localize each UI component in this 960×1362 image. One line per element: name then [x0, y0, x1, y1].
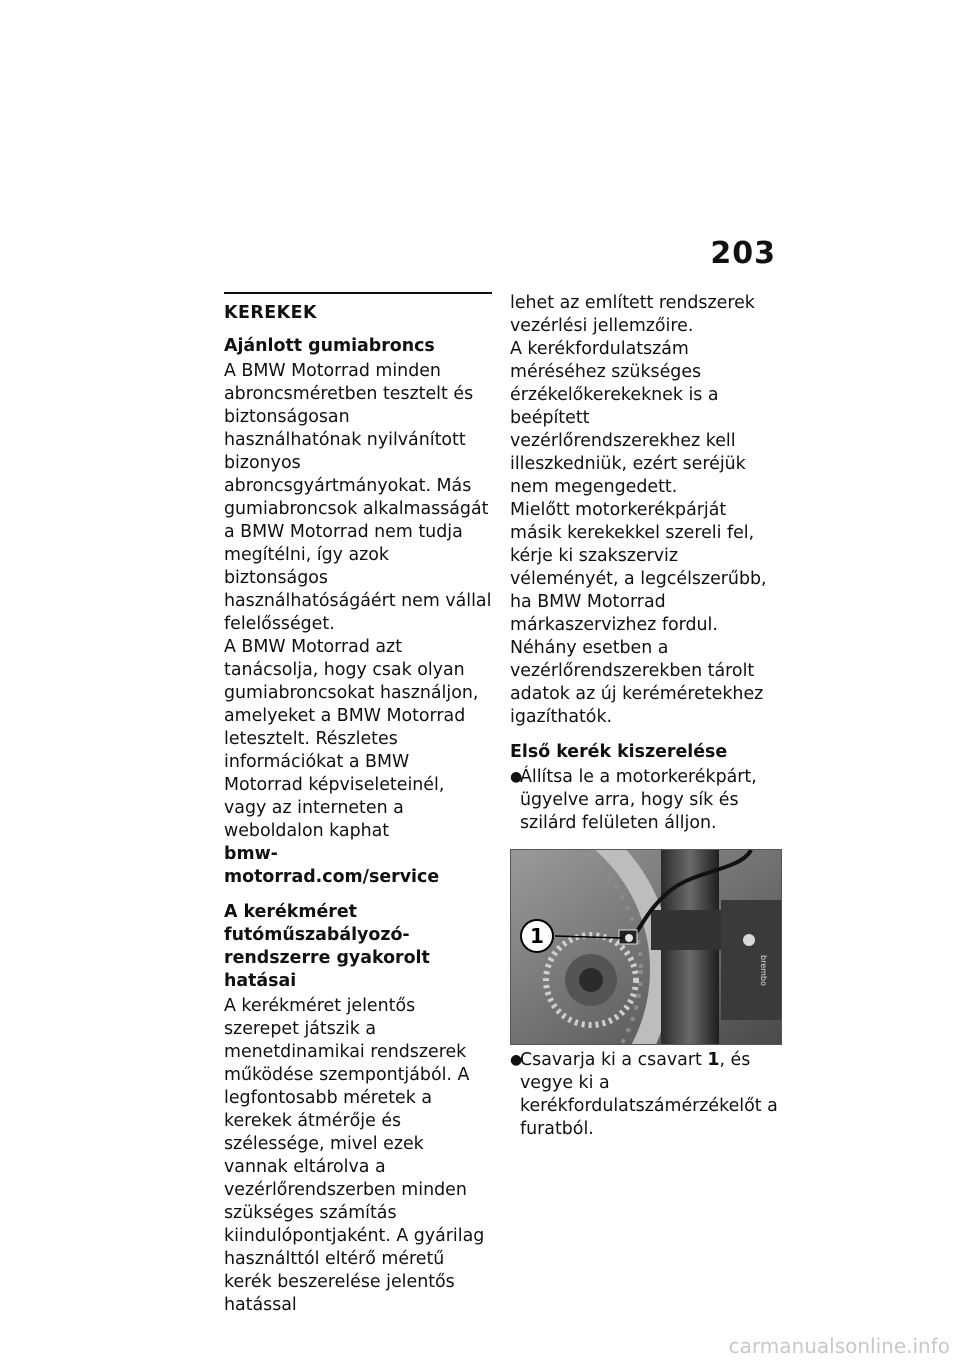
service-link[interactable]: bmw-motorrad.com/service — [224, 844, 440, 887]
page-number: 203 — [710, 236, 776, 271]
wheel-sensor-illustration — [511, 850, 781, 1044]
list-item — [510, 1049, 782, 1141]
brand-label: brembo — [759, 955, 768, 986]
heading-recommended-tyre: Ajánlott gumiabroncs — [224, 336, 435, 356]
heading-wheel-size-effects: A kerékméret futóműszabályozó-rendszerre gyakorolt hatásai — [224, 902, 430, 991]
paragraph: Mielőtt motorkerékpárját másik kerekekkel szereli fel, kérje ki szakszerviz véleményét, a legcélszerűbb, ha BMW Motorrad márkaszervizhez fordul. Néhány esetben a vezérlőrendszerekben tárolt adatok az új keréméretekhez igazíthatók. — [510, 500, 767, 727]
paragraph: A kerékméret jelentős szerepet játszik a menetdinamikai rendszerek működése szempontjából. A legfontosabb méretek a kerekek átmérője és szélessége, mivel ezek vannak eltárolva a vezérlőrendszerben minden szükséges számítás kiindulópontjaként. A gyárilag használttól eltérő méretű kerék beszerelése jelentős hatással — [224, 996, 485, 1315]
list-item-text-post: , és vegye ki a kerékfordulatszámérzékelőt a furatból. — [520, 1050, 778, 1139]
watermark: carmanualsonline.info — [728, 1334, 950, 1358]
list-item — [510, 766, 782, 835]
paragraph: A BMW Motorrad azt tanácsolja, hogy csak olyan gumiabroncsokat használjon, amelyeket a BMW Motorrad letesztelt. Részletes információkat a BMW Motorrad képviseleteinél, vagy az interneten a weboldalon kaphat — [224, 637, 479, 841]
callout-reference: 1 — [707, 1050, 720, 1070]
paragraph: lehet az említett rendszerek vezérlési jellemzőire. — [510, 293, 755, 336]
paragraph: A kerékfordulatszám méréséhez szükséges érzékelőkerekeknek is a beépített vezérlőrendszerekhez kell illeszkedniük, ezért seréjük nem megengedett. — [510, 339, 746, 497]
list-item-text-pre: Csavarja ki a csavart — [520, 1050, 708, 1070]
heading-front-wheel-removal: Első kerék kiszerelése — [510, 742, 728, 762]
right-column — [510, 292, 782, 1141]
paragraph: A BMW Motorrad minden abroncsméretben tesztelt és biztonságosan használhatónak nyilvánított bizonyos abroncsgyártmányokat. Más gumiabroncsok alkalmasságát a BMW Motorrad nem tudja megítélni, így azok biztonságos használhatóságáért nem vállal felelősséget. — [224, 361, 492, 634]
bullet-icon: ● — [510, 769, 523, 785]
bullet-icon: ● — [510, 1052, 523, 1068]
wheel-sensor-photo — [510, 849, 782, 1045]
section-title: KEREKEK — [224, 303, 317, 323]
callout-number: 1 — [530, 924, 544, 948]
left-column — [224, 292, 492, 1317]
list-item-text: Állítsa le a motorkerékpárt, ügyelve arra, hogy sík és szilárd felületen álljon. — [520, 767, 757, 833]
section-rule — [224, 292, 492, 294]
